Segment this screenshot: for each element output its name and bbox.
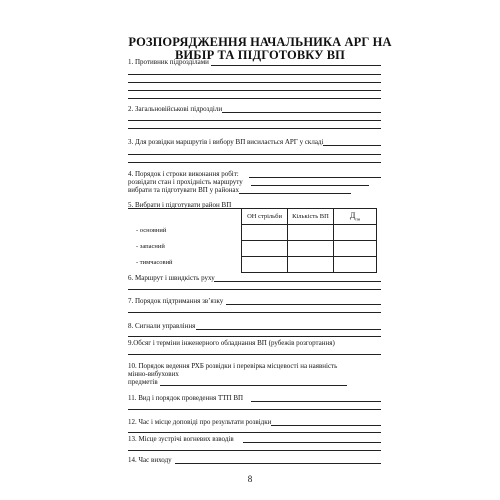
item-7-field <box>226 304 381 305</box>
item-4-areas-field <box>239 193 351 194</box>
table-header-distance: $Д_{пн}$ <box>334 209 377 225</box>
blank-line <box>128 154 381 155</box>
zone-row-temporary-label: - тимчасовий <box>136 259 173 266</box>
item-4-areas-label: вибрати та підготувати ВП у районах <box>128 186 240 194</box>
blank-line <box>128 90 381 91</box>
item-6-field <box>214 281 381 282</box>
table-cell <box>242 241 288 257</box>
blank-line <box>128 409 381 410</box>
item-10-objects-label: предметів <box>128 378 158 386</box>
item-7-label: 7. Порядок підтримання зв’язку <box>128 297 224 305</box>
item-4-field <box>249 177 381 178</box>
item-2-label: 2. Загальновійськові підрозділи <box>128 105 223 113</box>
item-3-field <box>323 145 381 146</box>
item-10-field <box>160 385 347 386</box>
table-cell <box>334 257 377 273</box>
item-6-label: 6. Маршрут і швидкість руху <box>128 274 215 282</box>
blank-line <box>128 289 381 290</box>
blank-line <box>128 450 381 451</box>
table-cell <box>334 241 377 257</box>
table-row <box>242 241 377 257</box>
item-5-label: 5. Вибрати і підготувати район ВП <box>128 201 232 209</box>
blank-line <box>128 120 381 121</box>
table-cell <box>242 257 288 273</box>
item-13-field <box>243 442 381 443</box>
item-14-field <box>175 463 381 464</box>
item-8-label: 8. Сигнали управління <box>128 322 196 330</box>
table-cell <box>288 257 334 273</box>
item-12-label: 12. Час і місце доповіді про результати розвідки <box>128 418 272 426</box>
item-9-label: 9.Обсяг і терміни інженерного обладнання ВП (рубежів розгортання) <box>128 339 335 347</box>
document-title: РОЗПОРЯДЖЕННЯ НАЧАЛЬНИКА АРГ НА ВИБІР ТА ПІДГОТОВКУ ВП <box>128 35 392 62</box>
item-4-label: 4. Порядок і строки виконання робіт: <box>128 170 239 178</box>
item-1-field <box>211 65 381 66</box>
table-cell <box>288 225 334 241</box>
item-12-field <box>271 425 381 426</box>
table-row <box>242 257 377 273</box>
blank-line <box>128 432 381 433</box>
zone-row-main-label: - основний <box>136 227 167 234</box>
item-2-field <box>222 112 381 113</box>
item-14-label: 14. Час виходу <box>128 456 172 464</box>
item-4-route-label: розвідати стан і прохідність маршруту <box>128 178 243 186</box>
table-header-firing-range: ОН стрільби <box>242 209 288 225</box>
firing-positions-table <box>241 208 377 273</box>
item-10-mines-label: мінно-вибухових <box>128 370 179 378</box>
blank-line <box>128 336 381 337</box>
item-5-rule <box>128 208 241 209</box>
blank-line <box>128 98 381 99</box>
table-cell <box>288 241 334 257</box>
blank-line <box>128 354 381 355</box>
item-13-label: 13. Місце зустрічі вогневих взводів <box>128 435 234 443</box>
table-row <box>242 225 377 241</box>
item-8-field <box>196 329 381 330</box>
table-cell <box>242 225 288 241</box>
blank-line <box>128 312 381 313</box>
blank-line <box>128 128 381 129</box>
item-3-label: 3. Для розвідки маршрутів і вибору ВП висилається АРГ у складі <box>128 138 324 146</box>
blank-line <box>128 82 381 83</box>
table-cell <box>334 225 377 241</box>
item-4-route-field <box>251 185 369 186</box>
item-1-label: 1. Противник підрозділами <box>128 58 209 66</box>
zone-row-reserve-label: - запасний <box>136 243 165 250</box>
blank-line <box>128 162 381 163</box>
page-number: 8 <box>247 474 253 484</box>
table-header-positions-count: Кількість ВП <box>288 209 334 225</box>
item-11-label: 11. Вид і порядок проведення ТТП ВП <box>128 394 244 402</box>
blank-line <box>128 74 381 75</box>
item-10-label: 10. Порядок ведення РХБ розвідки і перевірка місцевості на наявність <box>128 362 338 370</box>
item-11-field <box>251 401 381 402</box>
